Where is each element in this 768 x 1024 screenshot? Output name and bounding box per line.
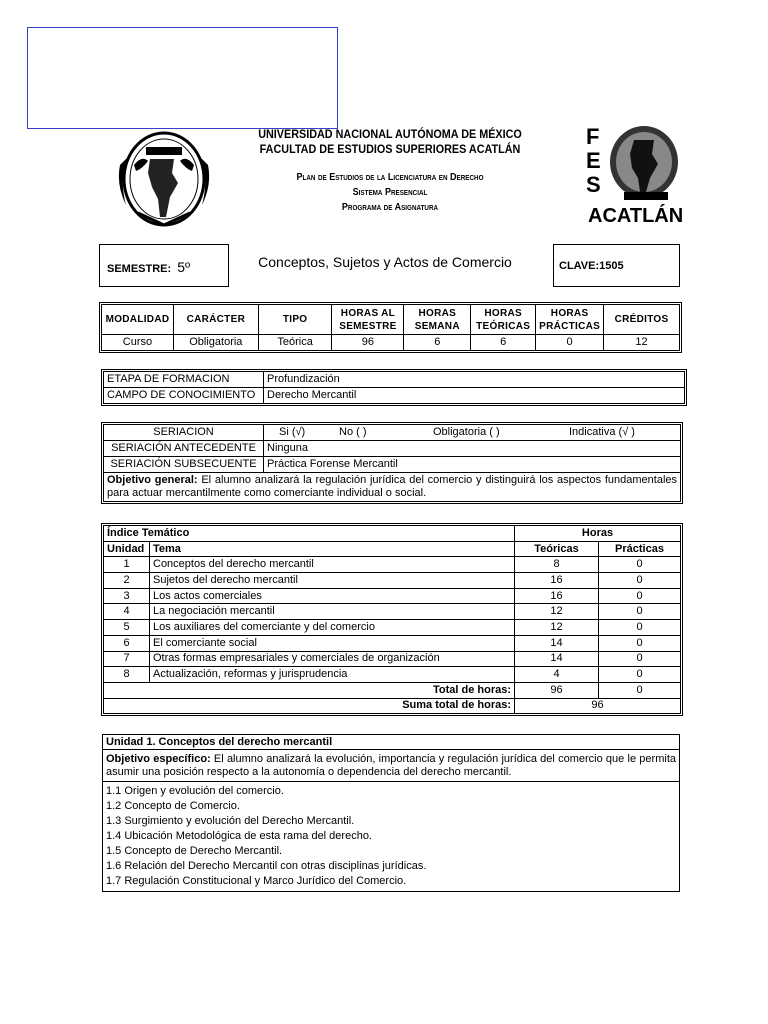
teoricas-cell: 16	[515, 573, 599, 589]
unam-seal-icon	[108, 125, 220, 233]
horas-semana-value: 6	[404, 335, 471, 351]
horas-semana-header: HORAS SEMANA	[404, 305, 471, 335]
list-item: 1.6 Relación del Derecho Mercantil con otras disciplinas jurídicas.	[106, 860, 427, 872]
fes-acatlan-logo-icon	[584, 122, 684, 226]
practicas-cell: 0	[599, 667, 681, 683]
semester-value: 5º	[177, 259, 191, 275]
antecedente-label: SERIACIÓN ANTECEDENTE	[104, 441, 264, 457]
teoricas-cell: 12	[515, 620, 599, 636]
list-item: 1.2 Concepto de Comercio.	[106, 800, 240, 812]
table-row	[104, 620, 681, 636]
seriacion-si: Si (√)	[279, 426, 306, 438]
objetivo-general-label: Objetivo general:	[107, 474, 198, 486]
horas-semestre-header: HORAS AL SEMESTRE	[332, 305, 404, 335]
teoricas-header: Teóricas	[515, 541, 599, 557]
total-practicas: 0	[599, 682, 681, 698]
unidad-cell: 3	[104, 588, 150, 604]
unidad-header: Unidad	[104, 541, 150, 557]
objetivo-especifico	[103, 750, 680, 782]
objetivo-especifico-text: El alumno analizará la evolución, importancia y regulación jurídica del comercio que le permita asumir una posición respecto a la autonomía o dependencia del derecho mercantil.	[106, 752, 676, 778]
tipo-header: TIPO	[258, 305, 332, 335]
table-row	[104, 667, 681, 683]
caracter-header: CARÁCTER	[173, 305, 258, 335]
indice-tematico-table	[103, 525, 681, 714]
teoricas-cell: 12	[515, 604, 599, 620]
list-item: 1.1 Origen y evolución del comercio.	[106, 785, 284, 797]
teoricas-cell: 4	[515, 667, 599, 683]
unidad-cell: 2	[104, 573, 150, 589]
unidad1-table	[102, 734, 680, 892]
unidad-cell: 6	[104, 635, 150, 651]
table-row	[104, 604, 681, 620]
subsecuente-label: SERIACIÓN SUBSECUENTE	[104, 457, 264, 473]
table-row	[104, 573, 681, 589]
teoricas-cell: 16	[515, 588, 599, 604]
plan-title: Plan de Estudios de la Licenciatura en Derecho	[296, 172, 484, 183]
svg-text:E: E	[586, 148, 601, 173]
caracter-value: Obligatoria	[173, 335, 258, 351]
modalidad-table	[101, 304, 680, 351]
practicas-cell: 0	[599, 573, 681, 589]
horas-practicas-value: 0	[536, 335, 604, 351]
unidad1-title: Unidad 1. Conceptos del derecho mercantil	[103, 735, 680, 750]
practicas-cell: 0	[599, 588, 681, 604]
seriacion-obligatoria: Obligatoria ( )	[433, 426, 500, 438]
seriacion-no: No ( )	[339, 426, 367, 438]
list-item: 1.7 Regulación Constitucional y Marco Jurídico del Comercio.	[106, 875, 407, 887]
objetivo-general	[104, 473, 681, 502]
etapa-label: ETAPA DE FORMACION	[104, 372, 264, 388]
tema-cell: Otras formas empresariales y comerciales de organización	[150, 651, 515, 667]
campo-value: Derecho Mercantil	[264, 388, 685, 404]
unidad-cell: 8	[104, 667, 150, 683]
svg-text:S: S	[586, 172, 601, 197]
clave-box: CLAVE:1505	[553, 244, 680, 287]
seriacion-indicativa: Indicativa (√ )	[569, 426, 635, 438]
faculty-name: FACULTAD DE ESTUDIOS SUPERIORES ACATLÁN	[259, 142, 521, 156]
indice-title: Índice Temático	[104, 526, 515, 542]
antecedente-value: Ninguna	[264, 441, 681, 457]
horas-header: Horas	[515, 526, 681, 542]
teoricas-cell: 14	[515, 651, 599, 667]
unidad-cell: 7	[104, 651, 150, 667]
table-row	[104, 651, 681, 667]
objetivo-general-text: El alumno analizará la regulación jurídica del comercio y distinguirá los aspectos fundamentales para actuar mercantilmente como comerciante individual o social.	[107, 474, 678, 499]
etapa-table	[103, 371, 685, 404]
semester-box	[99, 244, 229, 287]
blank-box	[27, 27, 338, 129]
seriacion-label: SERIACION	[104, 425, 264, 441]
practicas-cell: 0	[599, 620, 681, 636]
program-title: Programa de Asignatura	[341, 202, 439, 213]
tema-cell: Actualización, reformas y jurisprudencia	[150, 667, 515, 683]
tema-cell: La negociación mercantil	[150, 604, 515, 620]
tema-cell: Sujetos del derecho mercantil	[150, 573, 515, 589]
list-item: 1.5 Concepto de Derecho Mercantil.	[106, 845, 283, 857]
practicas-header: Prácticas	[599, 541, 681, 557]
horas-practicas-header: HORAS PRÁCTICAS	[536, 305, 604, 335]
semester-label: SEMESTRE:	[107, 263, 172, 275]
tema-cell: Conceptos del derecho mercantil	[150, 557, 515, 573]
course-title: Conceptos, Sujetos y Actos de Comercio	[258, 254, 512, 270]
horas-teoricas-value: 6	[471, 335, 536, 351]
list-item: 1.3 Surgimiento y evolución del Derecho Mercantil.	[106, 815, 355, 827]
practicas-cell: 0	[599, 635, 681, 651]
campo-label: CAMPO DE CONOCIMIENTO	[104, 388, 264, 404]
creditos-value: 12	[604, 335, 680, 351]
tema-cell: Los auxiliares del comerciante y del comercio	[150, 620, 515, 636]
tema-header: Tema	[150, 541, 515, 557]
tipo-value: Teórica	[258, 335, 332, 351]
unidad1-topics	[103, 782, 680, 892]
svg-text:ACATLÁN: ACATLÁN	[588, 205, 684, 226]
horas-semestre-value: 96	[332, 335, 404, 351]
total-teoricas: 96	[515, 682, 599, 698]
table-row	[104, 588, 681, 604]
teoricas-cell: 8	[515, 557, 599, 573]
system-title: Sistema Presencial	[352, 187, 428, 198]
unidad-cell: 5	[104, 620, 150, 636]
suma-value: 96	[515, 698, 681, 714]
horas-teoricas-header: HORAS TEÓRICAS	[471, 305, 536, 335]
suma-label: Suma total de horas:	[104, 698, 515, 714]
modalidad-value: Curso	[102, 335, 174, 351]
svg-text:F: F	[586, 124, 600, 149]
etapa-value: Profundización	[264, 372, 685, 388]
modalidad-header: MODALIDAD	[102, 305, 174, 335]
header	[210, 127, 570, 215]
tema-cell: Los actos comerciales	[150, 588, 515, 604]
teoricas-cell: 14	[515, 635, 599, 651]
subsecuente-value: Práctica Forense Mercantil	[264, 457, 681, 473]
table-row	[104, 557, 681, 573]
tema-cell: El comerciante social	[150, 635, 515, 651]
unidad-cell: 1	[104, 557, 150, 573]
total-label: Total de horas:	[104, 682, 515, 698]
seriacion-table	[103, 424, 681, 502]
practicas-cell: 0	[599, 604, 681, 620]
practicas-cell: 0	[599, 651, 681, 667]
list-item: 1.4 Ubicación Metodológica de esta rama del derecho.	[106, 830, 372, 842]
seriacion-options	[264, 425, 681, 441]
creditos-header: CRÉDITOS	[604, 305, 680, 335]
objetivo-especifico-label: Objetivo específico:	[106, 752, 211, 765]
university-name: UNIVERSIDAD NACIONAL AUTÓNOMA DE MÉXICO	[258, 127, 522, 141]
unidad-cell: 4	[104, 604, 150, 620]
table-row	[104, 635, 681, 651]
practicas-cell: 0	[599, 557, 681, 573]
